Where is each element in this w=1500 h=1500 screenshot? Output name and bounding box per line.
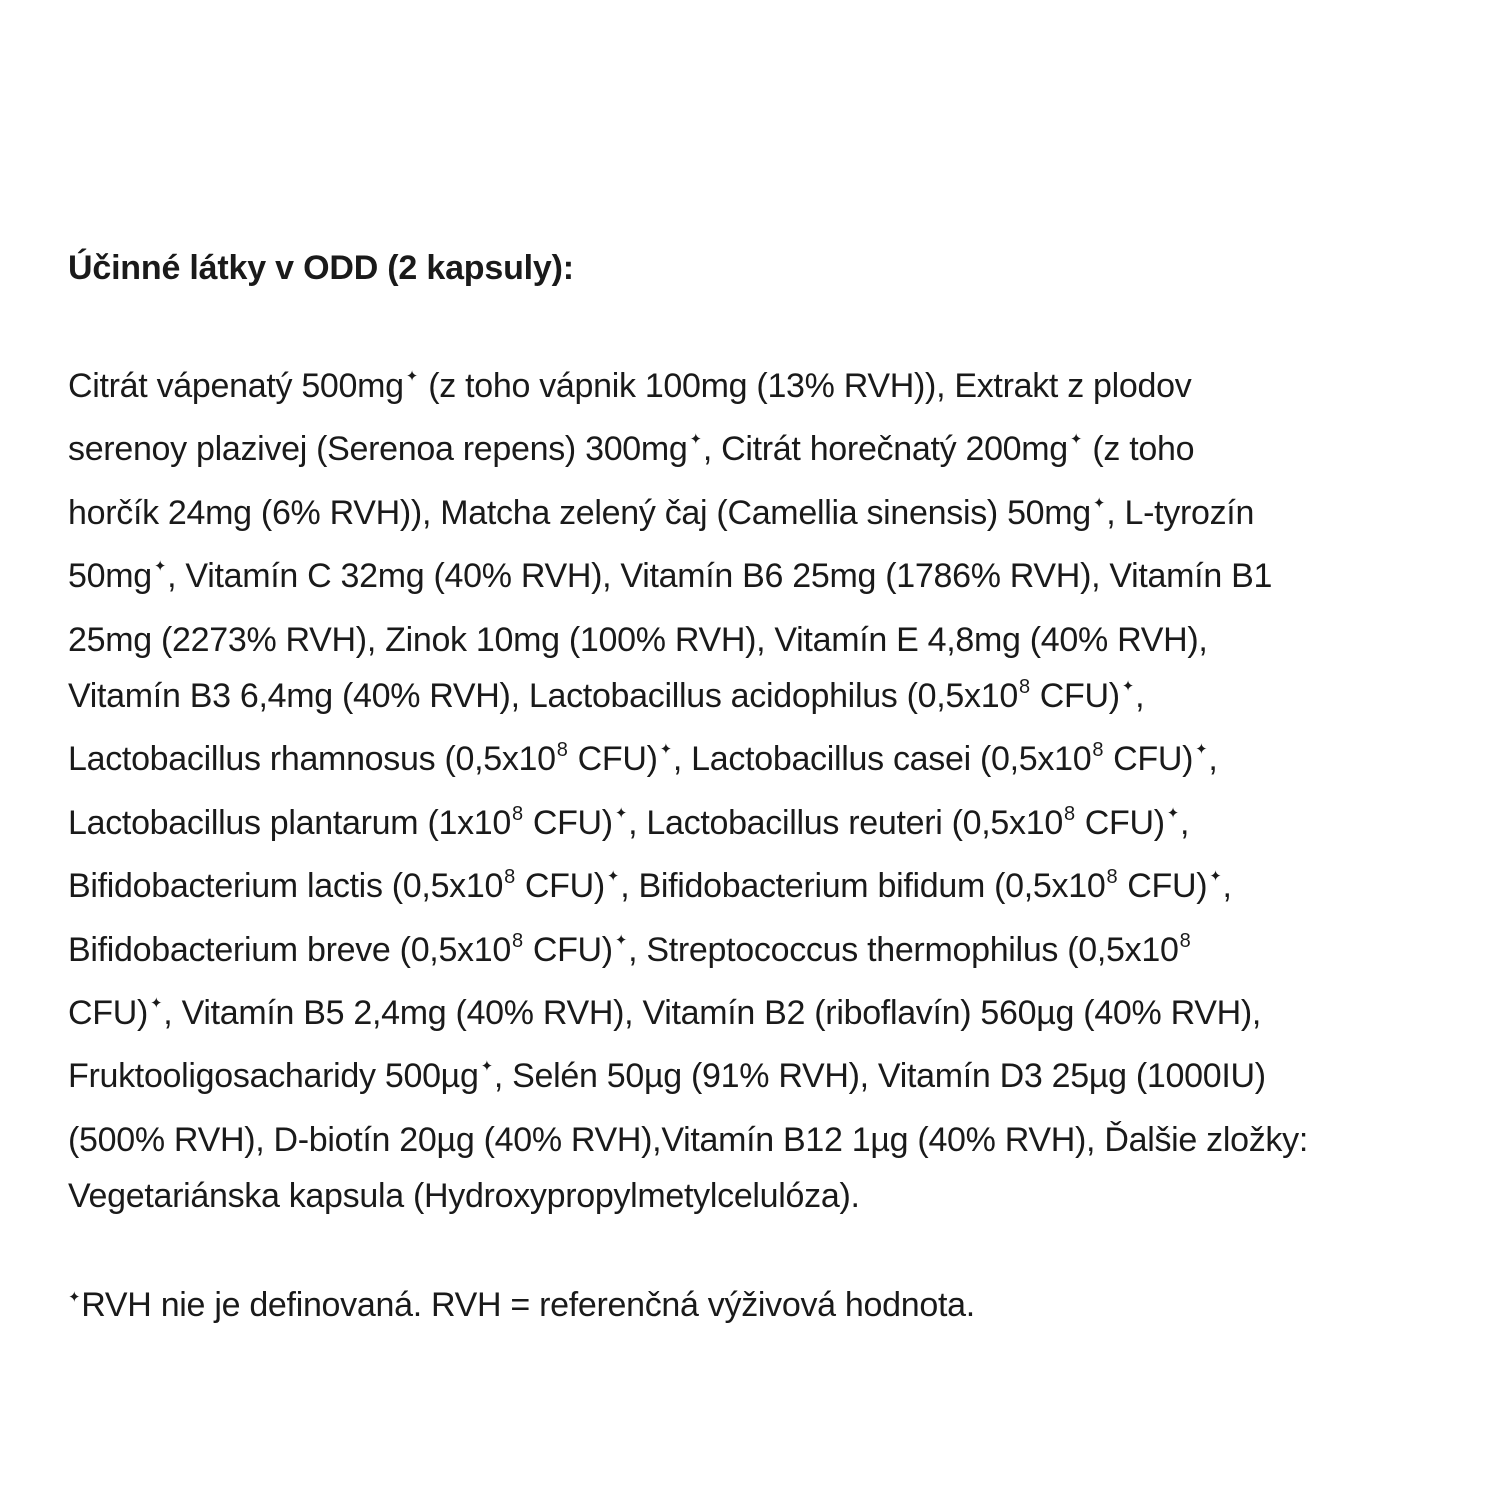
text-segment: CFU) <box>1113 740 1194 779</box>
marker-symbol: ✦ <box>1195 741 1208 759</box>
text-line <box>68 858 1458 921</box>
footnote-text: RVH nie je definovaná. RVH = referenčná výživová hodnota. <box>81 1285 975 1324</box>
text-segment: CFU) <box>1084 803 1165 842</box>
text-line <box>68 1168 1458 1224</box>
text-line <box>68 485 1458 548</box>
text-line <box>68 922 1458 985</box>
exponent: 8 <box>556 739 568 762</box>
text-segment: , Bifidobacterium bifidum (0,5x10 <box>620 867 1106 906</box>
text-line <box>68 731 1458 794</box>
text-segment: , Vitamín B5 2,4mg (40% RVH), Vitamín B2 (riboflavín) 560µg (40% RVH), <box>163 994 1262 1033</box>
ingredients-heading: Účinné látky v ODD (2 kapsuly): <box>68 249 574 287</box>
text-line <box>68 612 1458 668</box>
text-segment: CFU) <box>532 803 613 842</box>
text-segment: Lactobacillus rhamnosus (0,5x10 <box>68 740 556 779</box>
exponent: 8 <box>512 802 523 825</box>
text-segment: , Selén 50µg (91% RVH), Vitamín D3 25µg (1000IU) <box>493 1057 1266 1096</box>
text-segment: , Streptococcus thermophilus (0,5x10 <box>628 930 1179 969</box>
text-segment: CFU) <box>1039 677 1120 716</box>
text-line <box>68 1048 1458 1111</box>
marker-symbol: ✦ <box>1069 431 1083 449</box>
text-segment: , Lactobacillus casei (0,5x10 <box>672 740 1092 779</box>
text-segment: , L-tyrozín <box>1106 493 1255 532</box>
exponent: 8 <box>511 929 523 952</box>
exponent: 8 <box>504 866 515 889</box>
text-segment: Vegetariánska kapsula (Hydroxypropylmetylcelulóza). <box>68 1177 860 1216</box>
text-line <box>68 668 1458 731</box>
text-line <box>68 358 1458 421</box>
marker-symbol: ✦ <box>68 1288 81 1306</box>
marker-symbol: ✦ <box>1092 494 1106 512</box>
marker-symbol: ✦ <box>1209 868 1222 886</box>
text-segment: CFU) <box>532 930 613 969</box>
marker-symbol: ✦ <box>606 868 620 886</box>
exponent: 8 <box>1018 676 1030 699</box>
text-segment: CFU) <box>68 994 148 1033</box>
marker-symbol: ✦ <box>659 741 672 759</box>
marker-symbol: ✦ <box>689 431 702 449</box>
text-segment: horčík 24mg (6% RVH)), Matcha zelený čaj (Camellia sinensis) 50mg <box>68 493 1091 532</box>
text-segment: CFU) <box>524 867 605 906</box>
text-segment: , <box>1222 867 1232 906</box>
text-segment: , <box>1208 740 1218 779</box>
text-segment: 50mg <box>68 557 152 596</box>
text-segment: (500% RVH), D-biotín 20µg (40% RVH),Vitamín B12 1µg (40% RVH), Ďalšie zložky: <box>68 1120 1308 1159</box>
ingredients-document <box>68 244 1458 1336</box>
exponent: 8 <box>1063 802 1075 825</box>
marker-symbol: ✦ <box>614 804 628 822</box>
text-segment: Bifidobacterium breve (0,5x10 <box>68 930 511 969</box>
footnote <box>68 1281 1458 1336</box>
text-segment: CFU) <box>1127 867 1208 906</box>
text-line <box>68 421 1458 484</box>
exponent: 8 <box>1179 929 1191 952</box>
text-line <box>68 985 1458 1048</box>
exponent: 8 <box>1106 866 1118 889</box>
text-segment: Citrát vápenatý 500mg <box>68 367 404 405</box>
marker-symbol: ✦ <box>405 368 419 385</box>
exponent: 8 <box>1092 739 1104 762</box>
text-segment: Lactobacillus plantarum (1x10 <box>68 803 511 842</box>
text-segment: (z toho vápnik 100mg (13% RVH)), Extrakt z plodov <box>419 367 1192 405</box>
ingredients-list <box>68 358 1458 1225</box>
marker-symbol: ✦ <box>614 931 628 949</box>
marker-symbol: ✦ <box>1121 678 1135 696</box>
text-segment: , <box>1135 677 1145 716</box>
text-segment: , Citrát horečnatý 200mg <box>702 430 1068 469</box>
text-segment: , Lactobacillus reuteri (0,5x10 <box>628 803 1063 842</box>
text-line <box>68 548 1458 611</box>
text-segment: Vitamín B3 6,4mg (40% RVH), Lactobacillus acidophilus (0,5x10 <box>68 677 1018 716</box>
marker-symbol: ✦ <box>150 995 163 1013</box>
text-segment: , <box>1180 803 1190 842</box>
text-segment: , Vitamín C 32mg (40% RVH), Vitamín B6 25mg (1786% RVH), Vitamín B1 <box>167 557 1273 596</box>
marker-symbol: ✦ <box>1166 804 1180 822</box>
marker-symbol: ✦ <box>480 1058 493 1076</box>
text-segment: CFU) <box>577 740 658 779</box>
text-segment: Bifidobacterium lactis (0,5x10 <box>68 867 504 906</box>
text-segment: serenoy plazivej (Serenoa repens) 300mg <box>68 430 688 469</box>
text-segment: Fruktooligosacharidy 500µg <box>68 1057 479 1096</box>
text-line <box>68 1112 1458 1168</box>
marker-symbol: ✦ <box>153 558 167 576</box>
text-line <box>68 795 1458 858</box>
text-segment: 25mg (2273% RVH), Zinok 10mg (100% RVH), Vitamín E 4,8mg (40% RVH), <box>68 620 1208 659</box>
text-segment: (z toho <box>1083 430 1195 469</box>
